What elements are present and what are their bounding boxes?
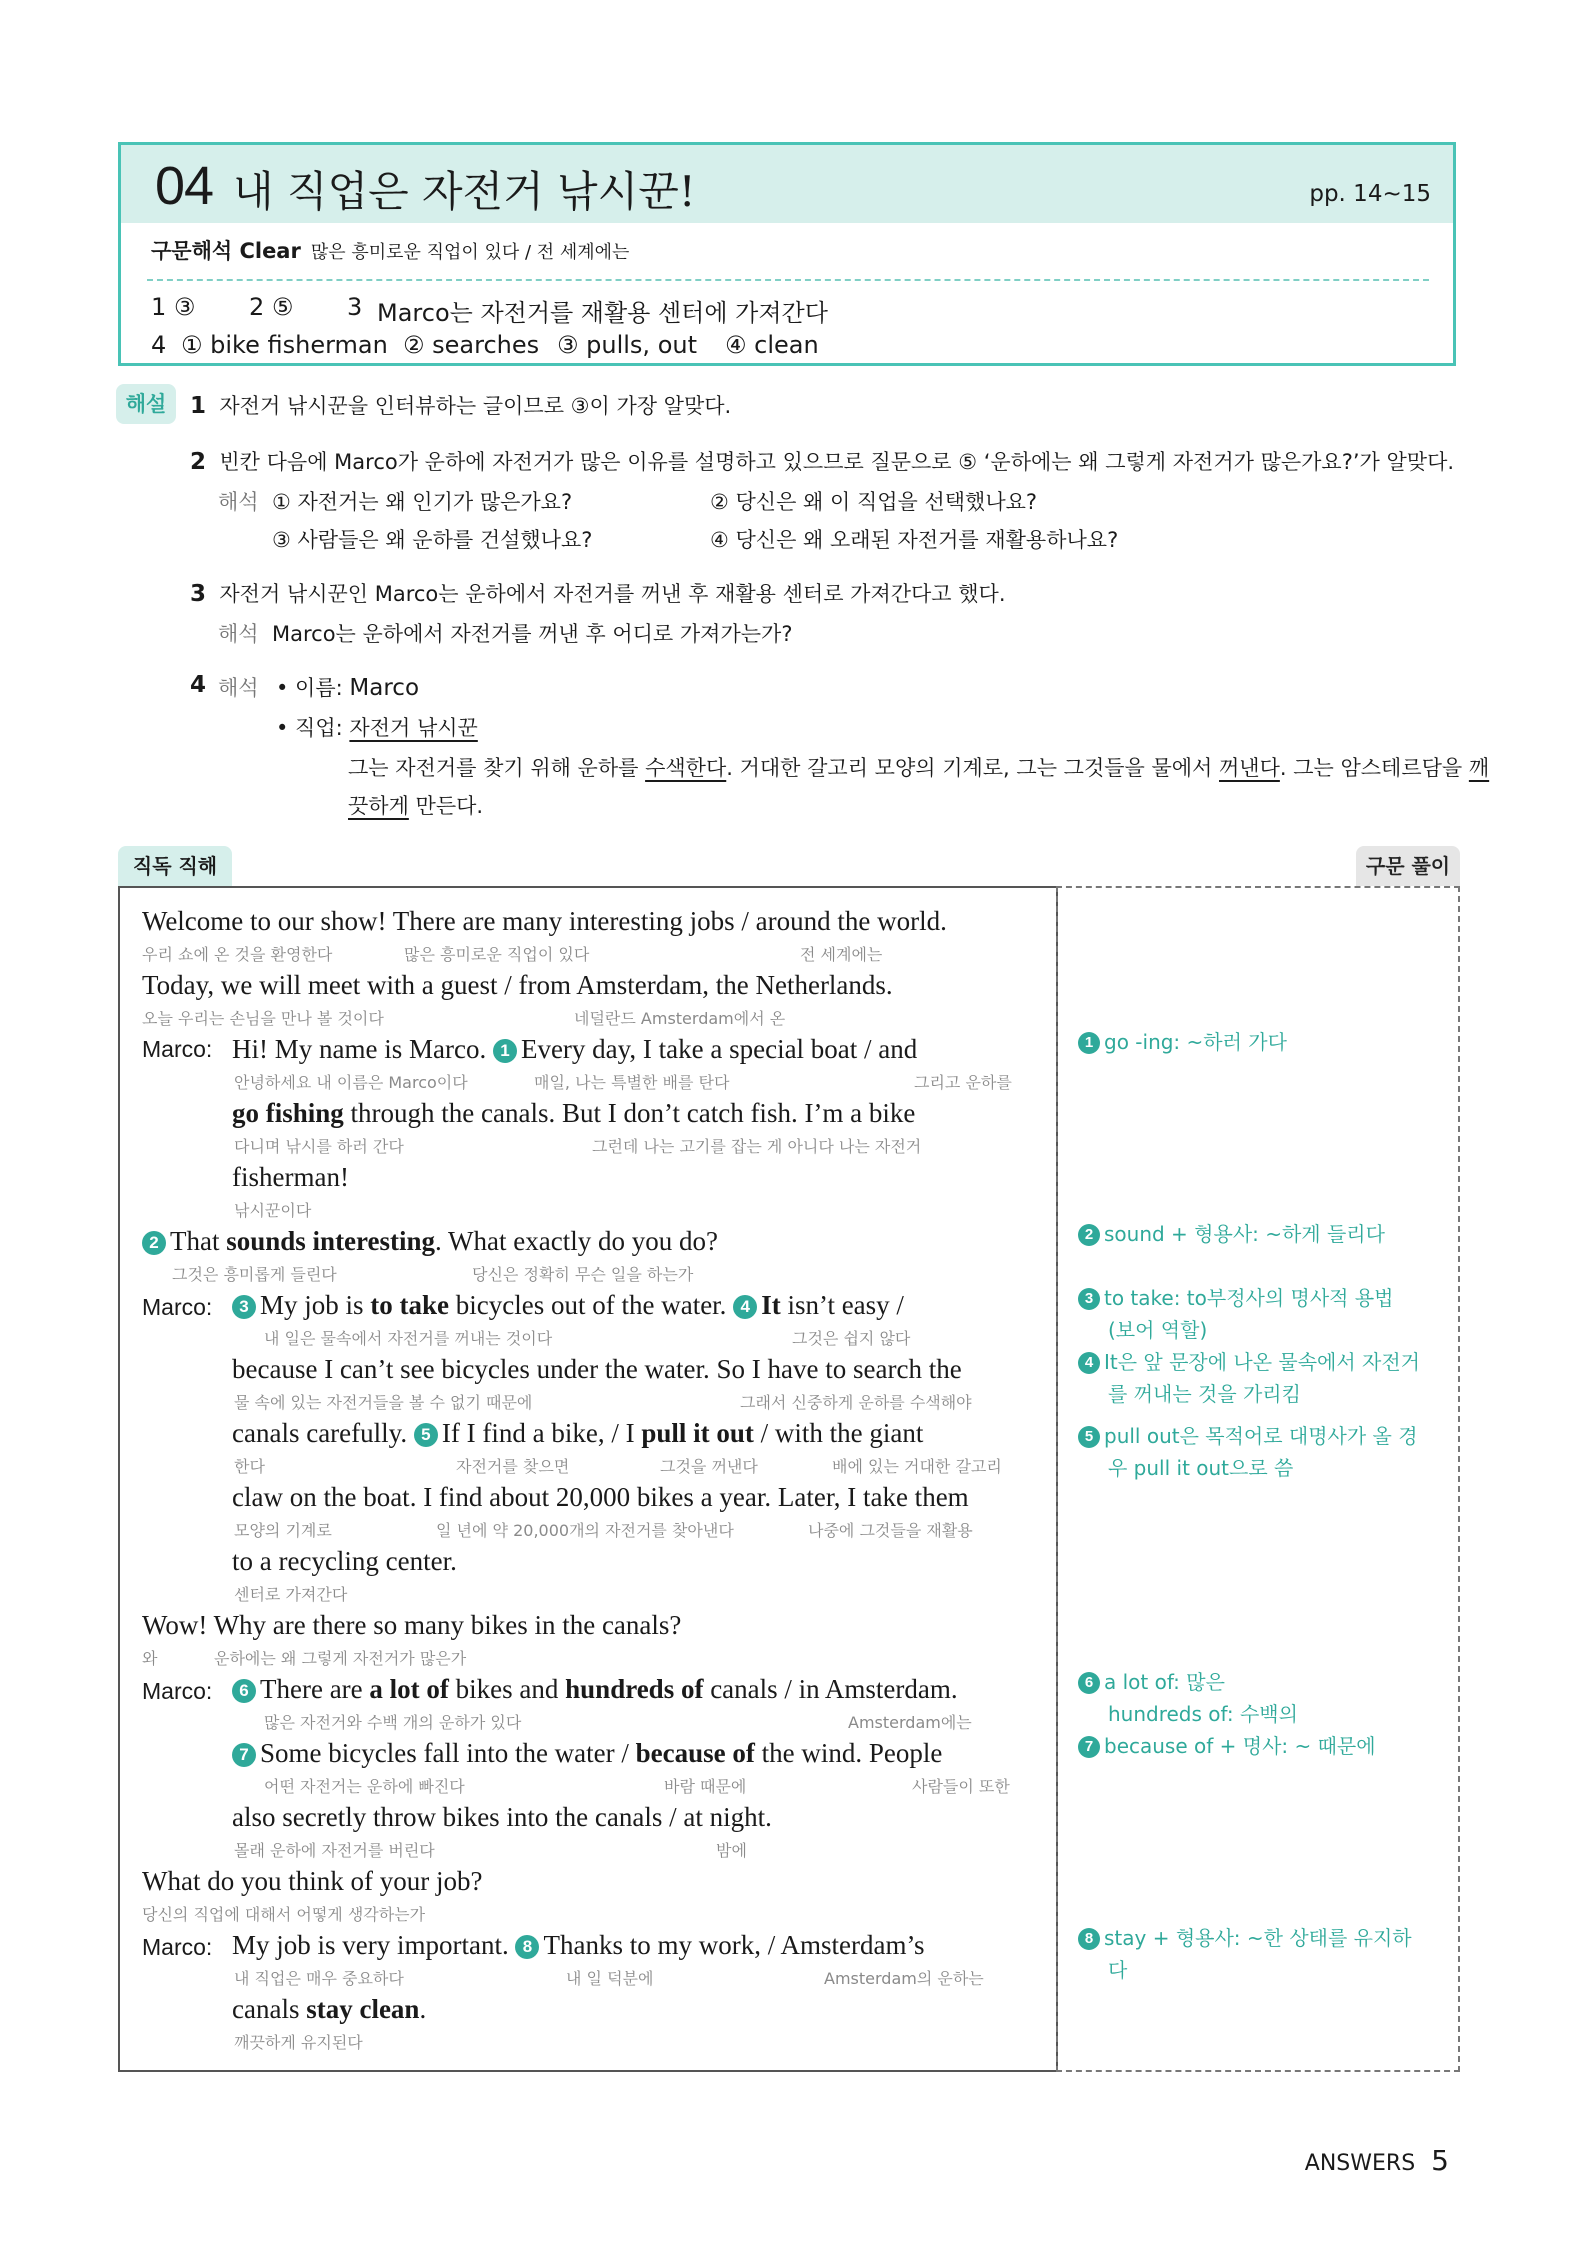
note-8: 8 stay + 형용사: ~한 상태를 유지하 다	[1078, 1922, 1412, 1986]
line-17: My job is very important. 8 Thanks to my work, / Amsterdam’s	[232, 1930, 925, 1960]
gloss: 안녕하세요 내 이름은 Marco이다	[234, 1073, 468, 1092]
marker-4: 4	[733, 1295, 757, 1319]
explanation-1: 1 자전거 낚시꾼을 인터뷰하는 글이므로 ③이 가장 알맞다.	[190, 393, 732, 419]
gloss: 와	[142, 1649, 158, 1668]
answer-4-2: ② searches	[403, 331, 540, 359]
line-15: also secretly throw bikes into the canals / at night.	[232, 1802, 772, 1832]
answer-4-1: ① bike fisherman	[181, 331, 388, 359]
gloss: 그리고 운하를	[914, 1073, 1012, 1092]
gloss: 내 직업은 매우 중요하다	[234, 1969, 404, 1988]
marker-6: 6	[232, 1679, 256, 1703]
gloss: 그런데 나는 고기를 잡는 게 아니다 나는 자전거	[592, 1137, 922, 1156]
lesson-number: 04	[155, 156, 214, 216]
gloss: 운하에는 왜 그렇게 자전거가 많은가	[214, 1649, 467, 1668]
answer-3: Marco는 자전거를 재활용 센터에 가져간다	[377, 299, 828, 327]
option-3: ③ 사람들은 왜 운하를 건설했나요?	[272, 528, 593, 552]
line-16: What do you think of your job?	[142, 1866, 483, 1896]
note-6: 6 a lot of: 많은 hundreds of: 수백의	[1078, 1666, 1298, 1730]
marker-7: 7	[232, 1743, 256, 1767]
explanation-3-label: 해석	[218, 622, 259, 646]
explanation-4-name: • 이름: Marco	[276, 675, 420, 701]
speaker-marco: Marco:	[142, 1934, 213, 1960]
gloss: Amsterdam에는	[848, 1713, 972, 1732]
page-number: 5	[1431, 2144, 1449, 2177]
gloss: 배에 있는 거대한 갈고리	[832, 1457, 1002, 1476]
answer-2: 2 ⑤	[249, 293, 294, 321]
gloss: 그래서 신중하게 운하를 수색해야	[740, 1393, 972, 1412]
gloss: 우리 쇼에 온 것을 환영한다	[142, 945, 333, 964]
explanation-2: 2 빈칸 다음에 Marco가 운하에 자전거가 많은 이유를 설명하고 있으므로 질문으로 ⑤ ‘운하에는 왜 그렇게 자전거가 많은가요?’가 알맞다.	[190, 449, 1455, 475]
gloss: 그것을 꺼낸다	[660, 1457, 758, 1476]
line-11: to a recycling center.	[232, 1546, 457, 1576]
note-4: 4 It은 앞 문장에 나온 물속에서 자전거 를 꺼내는 것을 가리킴	[1078, 1346, 1420, 1410]
title-box	[118, 142, 1456, 366]
gloss: 그것은 쉽지 않다	[792, 1329, 911, 1348]
explanation-4-num: 4	[190, 672, 207, 698]
gloss: 몰래 운하에 자전거를 버린다	[234, 1841, 435, 1860]
explanation-badge: 해설	[116, 384, 176, 424]
gloss: 사람들이 또한	[912, 1777, 1010, 1796]
gloss: 밤에	[716, 1841, 747, 1860]
gloss: 전 세계에는	[800, 945, 883, 964]
gloss: 네덜란드 Amsterdam에서 온	[574, 1009, 786, 1028]
gloss: Amsterdam의 운하는	[824, 1969, 984, 1988]
line-4: go fishing through the canals. But I don’t catch fish. I’m a bike	[232, 1098, 916, 1128]
explanation-4-line-2: 끗하게 만든다.	[348, 794, 484, 818]
line-12: Wow! Why are there so many bikes in the canals?	[142, 1610, 682, 1640]
gloss: 내 일은 물속에서 자전거를 꺼내는 것이다	[264, 1329, 553, 1348]
marker-5: 5	[414, 1423, 438, 1447]
gloss: 바람 때문에	[664, 1777, 747, 1796]
dashed-divider	[147, 279, 1429, 281]
marker-8: 8	[515, 1935, 539, 1959]
explanation-4-job: • 직업: 자전거 낚시꾼	[276, 716, 478, 740]
gloss: 내 일 덕분에	[566, 1969, 654, 1988]
explanation-4-line-1: 그는 자전거를 찾기 위해 운하를 수색한다. 거대한 갈고리 모양의 기계로, 그는 그것들을 물에서 꺼낸다. 그는 암스테르담을 깨	[348, 756, 1490, 780]
gloss: 그것은 흥미롭게 들린다	[172, 1265, 337, 1284]
tab-reading: 직독 직해	[118, 846, 232, 886]
marker-3: 3	[232, 1295, 256, 1319]
gloss: 자전거를 찾으면	[456, 1457, 570, 1476]
gloss: 어떤 자전거는 운하에 빠진다	[264, 1777, 465, 1796]
clear-text: 많은 흥미로운 직업이 있다 / 전 세계에는	[310, 242, 630, 263]
clear-line	[151, 235, 629, 265]
answer-3-num: 3	[347, 293, 363, 321]
gloss: 당신은 정확히 무슨 일을 하는가	[472, 1265, 694, 1284]
answer-4-4: ④ clean	[725, 331, 819, 359]
gloss: 깨끗하게 유지된다	[234, 2033, 363, 2052]
clear-label: 구문해석 Clear	[151, 239, 301, 263]
page-footer	[1305, 2144, 1449, 2177]
gloss: 매일, 나는 특별한 배를 탄다	[534, 1073, 730, 1092]
gloss: 다니며 낚시를 하러 간다	[234, 1137, 404, 1156]
line-6: 2 That sounds interesting. What exactly do you do?	[142, 1226, 718, 1257]
explanation-2-label: 해석	[218, 490, 259, 514]
marker-2: 2	[142, 1231, 166, 1255]
option-2: ② 당신은 왜 이 직업을 선택했나요?	[710, 490, 1038, 514]
answer-4-num: 4	[151, 331, 167, 359]
gloss: 당신의 직업에 대해서 어떻게 생각하는가	[142, 1905, 426, 1924]
explanation-3-translation: Marco는 운하에서 자전거를 꺼낸 후 어디로 가져가는가?	[272, 622, 793, 646]
line-2: Today, we will meet with a guest / from Amsterdam, the Netherlands.	[142, 970, 893, 1000]
speaker-marco: Marco:	[142, 1294, 213, 1320]
footer-label: ANSWERS	[1304, 2151, 1416, 2176]
line-7: 3 My job is to take bicycles out of the water. 4 It isn’t easy /	[232, 1290, 904, 1321]
gloss: 일 년에 약 20,000개의 자전거를 찾아낸다	[436, 1521, 734, 1540]
option-4: ④ 당신은 왜 오래된 자전거를 재활용하나요?	[710, 528, 1119, 552]
gloss: 한다	[234, 1457, 265, 1476]
line-14: 7 Some bicycles fall into the water / because of the wind. People	[232, 1738, 942, 1769]
note-7: 7 because of + 명사: ~ 때문에	[1078, 1730, 1376, 1762]
gloss: 물 속에 있는 자전거들을 볼 수 없기 때문에	[234, 1393, 533, 1412]
gloss: 낚시꾼이다	[234, 1201, 312, 1220]
line-1: Welcome to our show! There are many interesting jobs / around the world.	[142, 906, 947, 936]
line-10: claw on the boat. I find about 20,000 bikes a year. Later, I take them	[232, 1482, 969, 1512]
note-2: 2 sound + 형용사: ~하게 들리다	[1078, 1218, 1385, 1250]
explanation-3: 3 자전거 낚시꾼인 Marco는 운하에서 자전거를 꺼낸 후 재활용 센터로 가져간다고 했다.	[190, 581, 1006, 607]
line-18: canals stay clean.	[232, 1994, 427, 2024]
gloss: 많은 자전거와 수백 개의 운하가 있다	[264, 1713, 522, 1732]
note-3: 3 to take: to부정사의 명사적 용법 (보어 역할)	[1078, 1282, 1393, 1346]
speaker-marco: Marco:	[142, 1036, 213, 1062]
gloss: 센터로 가져간다	[234, 1585, 348, 1604]
line-5: fisherman!	[232, 1162, 349, 1192]
answer-1: 1 ③	[151, 293, 196, 321]
marker-1: 1	[493, 1039, 517, 1063]
gloss: 모양의 기계로	[234, 1521, 332, 1540]
option-1: ① 자전거는 왜 인기가 많은가요?	[272, 490, 573, 514]
note-5: 5 pull out은 목적어로 대명사가 올 경 우 pull it out으로 씀	[1078, 1420, 1418, 1484]
page-range: pp. 14~15	[1309, 181, 1431, 207]
tab-grammar: 구문 풀이	[1356, 846, 1460, 886]
note-1: 1 go -ing: ~하러 가다	[1078, 1026, 1287, 1058]
lesson-title: 내 직업은 자전거 낚시꾼!	[233, 167, 696, 216]
line-3: Hi! My name is Marco. 1 Every day, I take a special boat / and	[232, 1034, 918, 1064]
line-8: because I can’t see bicycles under the water. So I have to search the	[232, 1354, 962, 1384]
gloss: 많은 흥미로운 직업이 있다	[404, 945, 590, 964]
line-13: 6 There are a lot of bikes and hundreds of canals / in Amsterdam.	[232, 1674, 958, 1705]
answer-4-3: ③ pulls, out	[557, 331, 697, 359]
speaker-marco: Marco:	[142, 1678, 213, 1704]
gloss: 오늘 우리는 손님을 만나 볼 것이다	[142, 1009, 384, 1028]
explanation-4-label: 해석	[218, 676, 259, 700]
gloss: 나중에 그것들을 재활용	[808, 1521, 973, 1540]
line-9: canals carefully. 5 If I find a bike, / I pull it out / with the giant	[232, 1418, 924, 1448]
